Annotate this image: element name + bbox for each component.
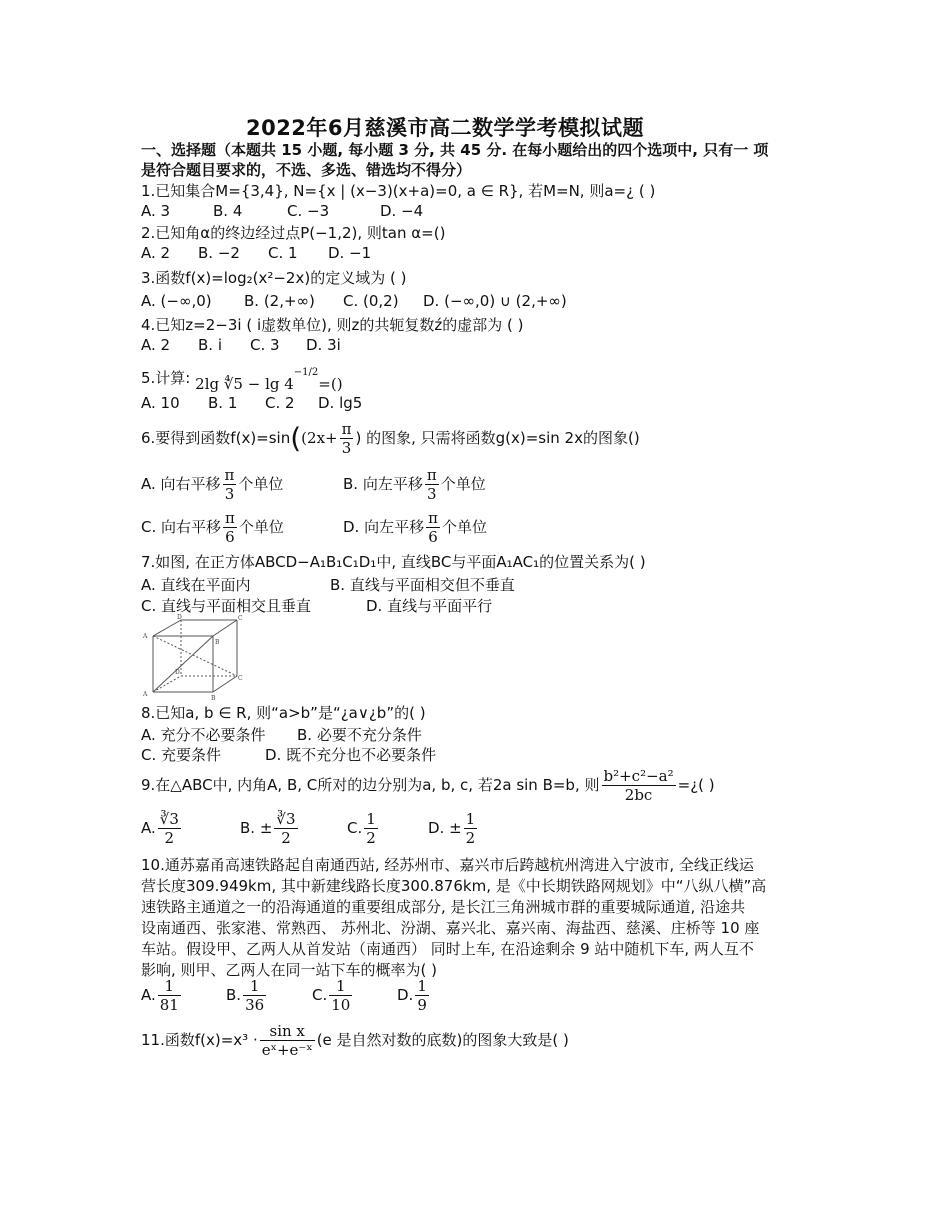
q4-option-d: D. 3i: [306, 336, 341, 354]
question-10-line-3: 速铁路主通道之一的沿海通道的重要组成部分, 是长江三角洲城市群的重要城际通道, 沿途共: [141, 898, 746, 916]
cube-label-d: D: [175, 669, 180, 676]
question-8-stem: 8.已知a, b ∈ R, 则“a>b”是“¿a∨¿b”的( ): [141, 704, 426, 722]
cube-figure: [141, 614, 243, 700]
cube-label-d1: D: [177, 614, 182, 621]
question-6-stem: [141, 418, 640, 458]
q7-option-a: A. 直线在平面内: [141, 576, 251, 594]
q9-option-c: C. $\frac{1}{2}$: [347, 810, 376, 847]
q9-option-b: B. ± $\frac{∛3}{2}$: [240, 810, 296, 847]
q10-option-a: A. $\frac{1}{81}$: [141, 977, 179, 1014]
q5-expression: 2lg ∜5 − lg 4: [195, 375, 294, 393]
q6-stem-b: (2x+: [301, 429, 338, 447]
q3-option-a: A. (−∞,0): [141, 292, 212, 310]
q5-exponent: −1/2: [293, 367, 319, 378]
question-10-line-6: 影响, 则甲、乙两人在同一站下车的概率为( ): [141, 961, 438, 979]
q1-option-c: C. −3: [287, 202, 330, 220]
q3-option-c: C. (0,2): [343, 292, 399, 310]
q6-pi-over-3: $\frac{\pi}{3}$: [341, 420, 352, 457]
q8-option-a: A. 充分不必要条件: [141, 726, 266, 744]
question-7-stem: 7.如图, 在正方体ABCD−A₁B₁C₁D₁中, 直线BC与平面A₁AC₁的位置关系为( ): [141, 553, 646, 571]
q1-option-d: D. −4: [380, 202, 424, 220]
q7-option-b: B. 直线与平面相交但不垂直: [330, 576, 515, 594]
q2-option-b: B. −2: [198, 244, 240, 262]
q7-option-d: D. 直线与平面平行: [366, 597, 493, 615]
q2-option-d: D. −1: [328, 244, 372, 262]
q2-option-a: A. 2: [141, 244, 171, 262]
question-4-stem: 4.已知z=2−3i ( i虚数单位), 则z的共轭复数ź的虚部为 ( ): [141, 316, 524, 334]
question-1-stem: 1.已知集合M={3,4}, N={x | (x−3)(x+a)=0, a ∈ R}, 若M=N, 则a=¿ ( ): [141, 182, 656, 200]
q4-option-b: B. i: [198, 336, 222, 354]
q10-option-b: B. $\frac{1}{36}$: [226, 977, 265, 1014]
q8-option-b: B. 必要不充分条件: [297, 726, 422, 744]
q10-option-c: C. $\frac{1}{10}$: [312, 977, 351, 1014]
q6-option-d: D. 向左平移 $\frac{\pi}{6}$ 个单位: [343, 509, 487, 546]
q4-option-a: A. 2: [141, 336, 171, 354]
q6-option-a: A. 向右平移 $\frac{\pi}{3}$ 个单位: [141, 466, 284, 503]
question-9-stem: 9.在△ABC中, 内角A, B, C所对的边分别为a, b, c, 若2a sin B=b, 则 $\frac{\text{b²+c²−a²}}{2bc}$ =¿( ): [141, 767, 715, 804]
cube-label-a1: A: [143, 633, 148, 640]
q9-fraction: $\frac{\text{b²+c²−a²}}{2bc}$: [603, 767, 674, 804]
question-5-stem: [141, 365, 343, 393]
question-10-line-2: 营长度309.949km, 其中新建线路长度300.876km, 是《中长期铁路网规划》中“八纵八横”高: [141, 877, 767, 895]
question-10-line-1: 10.通苏嘉甬高速铁路起自南通西站, 经苏州市、嘉兴市后跨越杭州湾进入宁波市, 全线正线运: [141, 856, 754, 874]
q5-option-a: A. 10: [141, 394, 180, 412]
question-3-stem: 3.函数f(x)=log₂(x²−2x)的定义域为 ( ): [141, 269, 407, 287]
q5-tail: =(): [318, 375, 343, 393]
q10-option-d: D. $\frac{1}{9}$: [397, 977, 427, 1014]
question-10-line-4: 设南通西、张家港、常熟西、 苏州北、汾湖、嘉兴北、嘉兴南、海盐西、慈溪、庄桥等 10 座: [141, 919, 760, 937]
q2-option-c: C. 1: [268, 244, 298, 262]
question-11-stem: 11.函数f(x)=x³ · $\frac{\text{sin x}}{\text{eˣ+e⁻ˣ}}$ (e 是自然对数的底数)的图象大致是( ): [141, 1022, 569, 1059]
q6-stem-a: 6.要得到函数f(x)=sin: [141, 429, 291, 447]
question-10-line-5: 车站。假设甲、乙两人从首发站（南通西） 同时上车, 在沿途剩余 9 站中随机下车, 两人互不: [141, 940, 754, 958]
q5-option-b: B. 1: [208, 394, 238, 412]
cube-label-b: B: [211, 695, 216, 700]
question-2-stem: 2.已知角α的终边经过点P(−1,2), 则tan α=(): [141, 224, 446, 242]
q5-option-d: D. lg5: [318, 394, 363, 412]
q1-option-b: B. 4: [213, 202, 243, 220]
section-heading-line1: 一、选择题（本题共 15 小题, 每小题 3 分, 共 45 分. 在每小题给出的四个选项中, 只有一 项: [141, 141, 769, 159]
q11-fraction: $\frac{\text{sin x}}{\text{eˣ+e⁻ˣ}}$: [261, 1022, 313, 1059]
q1-option-a: A. 3: [141, 202, 171, 220]
q7-option-c: C. 直线与平面相交且垂直: [141, 597, 312, 615]
cube-label-c: C: [238, 675, 243, 682]
q3-option-b: B. (2,+∞): [244, 292, 315, 310]
q6-stem-c: ) 的图象, 只需将函数g(x)=sin 2x的图象(): [355, 429, 640, 447]
page-title: 2022年6月慈溪市高二数学学考模拟试题: [245, 116, 645, 140]
q6-paren-open: (: [290, 421, 302, 455]
q6-option-c: C. 向右平移 $\frac{\pi}{6}$ 个单位: [141, 509, 284, 546]
q4-option-c: C. 3: [250, 336, 280, 354]
cube-label-c1: C: [238, 615, 243, 622]
q8-option-c: C. 充要条件: [141, 746, 222, 764]
q5-prefix: 5.计算:: [141, 369, 191, 387]
q5-option-c: C. 2: [265, 394, 295, 412]
cube-label-b1: B: [215, 639, 220, 646]
cube-label-a: A: [143, 691, 148, 698]
q8-option-d: D. 既不充分也不必要条件: [265, 746, 437, 764]
q9-option-a: A. $\frac{∛3}{2}$: [141, 810, 179, 847]
q9-option-d: D. ± $\frac{1}{2}$: [428, 810, 476, 847]
q3-option-d: D. (−∞,0) ∪ (2,+∞): [423, 292, 567, 310]
q6-option-b: B. 向左平移 $\frac{\pi}{3}$ 个单位: [343, 466, 486, 503]
section-heading-line2: 是符合题目要求的，不选、多选、错选均不得分）: [141, 161, 472, 179]
